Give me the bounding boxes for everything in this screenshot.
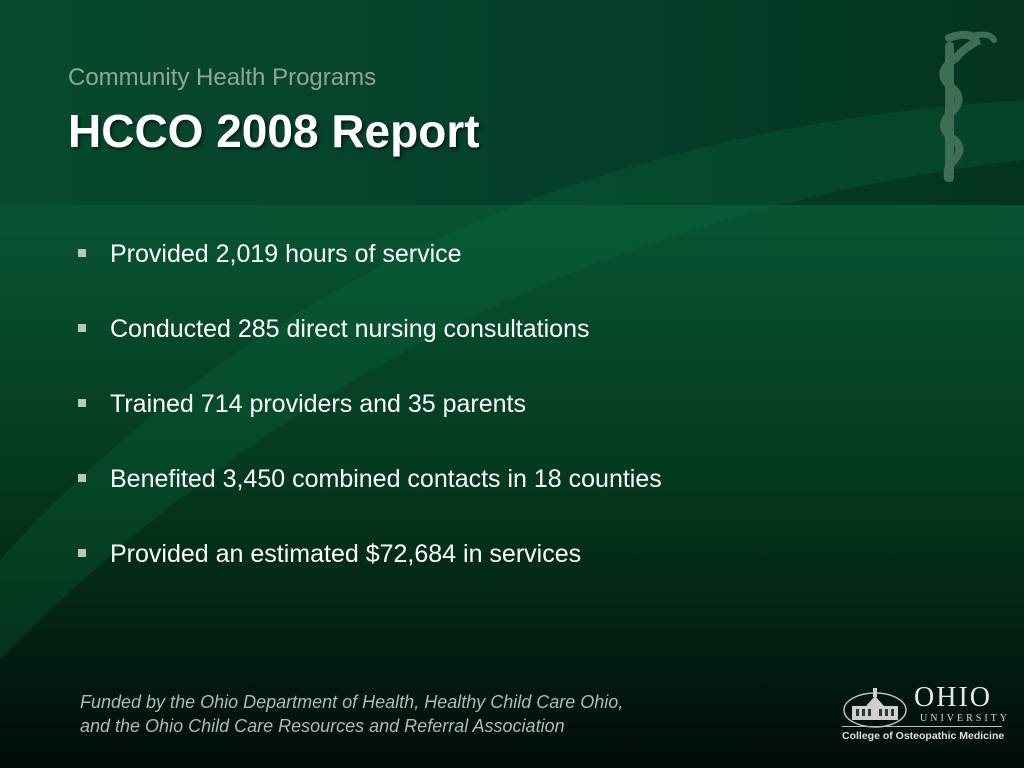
list-item xyxy=(78,386,662,422)
staff-of-asclepius-icon xyxy=(912,28,1002,188)
bullet-text: Trained 714 providers and 35 parents xyxy=(110,389,527,418)
logo-college: College of Osteopathic Medicine xyxy=(842,730,1005,742)
list-item xyxy=(78,236,662,272)
bullet-text: Provided 2,019 hours of service xyxy=(110,239,462,268)
slide-subtitle: Community Health Programs xyxy=(68,64,377,91)
list-item xyxy=(78,311,662,347)
funding-credit-line-1: Funded by the Ohio Department of Health, Healthy Child Care Ohio, xyxy=(80,692,624,712)
header-band xyxy=(0,0,1024,205)
bullet-text: Benefited 3,450 combined contacts in 18 counties xyxy=(110,464,662,493)
bullet-square-icon xyxy=(78,249,86,257)
bullet-square-icon xyxy=(78,474,86,482)
bullet-square-icon xyxy=(78,399,86,407)
bullet-text: Conducted 285 direct nursing consultations xyxy=(110,314,590,343)
list-item xyxy=(78,461,662,497)
bullet-square-icon xyxy=(78,324,86,332)
bullet-list xyxy=(78,236,662,611)
slide-title: HCCO 2008 Report xyxy=(68,105,480,157)
bullet-text: Provided an estimated $72,684 in services xyxy=(110,539,582,568)
logo-university: UNIVERSITY xyxy=(920,713,1010,724)
university-building-icon xyxy=(842,684,908,728)
funding-credit-line-2: and the Ohio Child Care Resources and Referral Association xyxy=(80,716,565,736)
bullet-square-icon xyxy=(78,549,86,557)
logo-divider xyxy=(842,726,1002,727)
logo-name: OHIO xyxy=(914,682,992,713)
ohio-university-logo xyxy=(838,682,1008,748)
funding-credit xyxy=(80,690,720,738)
list-item xyxy=(78,536,662,572)
